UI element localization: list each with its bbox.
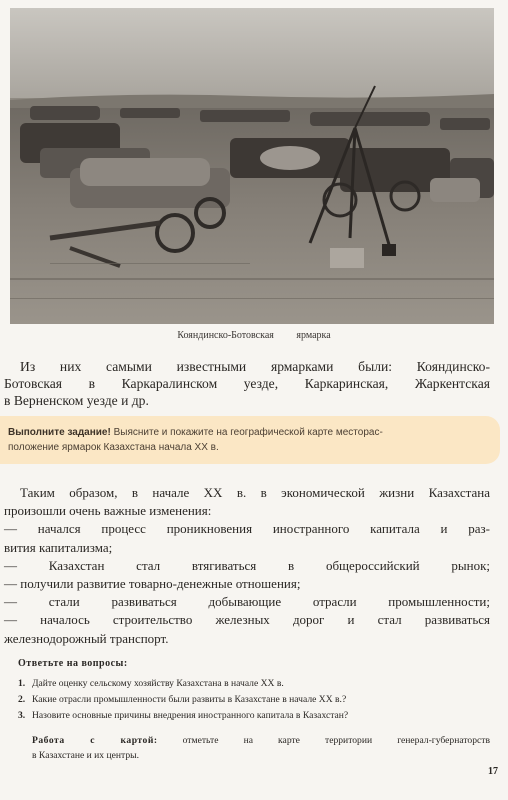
paragraph-changes bbox=[4, 484, 490, 648]
questions-heading: Ответьте на вопросы: bbox=[18, 658, 128, 669]
task-text: Выясните и покажите на географической карте месторас- bbox=[113, 427, 383, 438]
paragraph-line: — начался процесс проникновения иностранного капитала и раз- bbox=[4, 521, 490, 537]
map-task-text: отметьте на карте территории генерал-губернаторств bbox=[182, 735, 490, 746]
question-number: 1. bbox=[18, 678, 26, 689]
photo-caption: Кояндинско-Ботовская ярмарка bbox=[177, 330, 331, 341]
fair-photo bbox=[10, 8, 494, 324]
fair-photo-image bbox=[10, 8, 494, 324]
question-number: 2. bbox=[18, 694, 26, 705]
paragraph-line: — получили развитие товарно-денежные отношения; bbox=[4, 576, 301, 592]
paragraph-line: — стали развиваться добывающие отрасли промышленности; bbox=[4, 594, 490, 610]
map-task-line: в Казахстане и их центры. bbox=[32, 750, 139, 761]
question-item bbox=[18, 676, 498, 692]
paragraph-line: — Казахстан стал втягиваться в общероссийский рынок; bbox=[4, 557, 490, 573]
task-lead: Выполните задание! bbox=[8, 427, 111, 438]
question-text: Назовите основные причины внедрения иностранного капитала в Казахстан? bbox=[32, 710, 349, 721]
page-number: 17 bbox=[488, 766, 498, 777]
questions-list bbox=[18, 676, 498, 724]
question-text: Какие отрасли промышленности были развиты в Казахстане в начале XX в.? bbox=[32, 694, 347, 705]
map-task-line bbox=[32, 733, 490, 748]
question-text: Дайте оценку сельскому хозяйству Казахстана в начале XX в. bbox=[32, 678, 284, 689]
paragraph-line: вития капитализма; bbox=[4, 539, 113, 555]
paragraph-line: Ботовская в Каркаралинском уезде, Каркаринская, Жаркентская bbox=[4, 376, 490, 392]
paragraph-line: в Верненском уезде и др. bbox=[4, 393, 149, 409]
task-line: положение ярмарок Казахстана начала XX в. bbox=[8, 442, 219, 453]
paragraph-line: произошли очень важные изменения: bbox=[4, 503, 212, 519]
paragraph-fairs bbox=[4, 358, 490, 410]
question-number: 3. bbox=[18, 710, 26, 721]
map-task bbox=[32, 733, 490, 763]
question-item bbox=[18, 692, 498, 708]
paragraph-line: Таким образом, в начале XX в. в экономической жизни Казахстана bbox=[20, 485, 490, 500]
question-item bbox=[18, 708, 498, 724]
paragraph-line: железнодорожный транспорт. bbox=[4, 630, 169, 646]
paragraph-line: Из них самыми известными ярмарками были: Кояндинско- bbox=[20, 359, 490, 374]
task-box bbox=[0, 416, 500, 464]
task-line bbox=[8, 425, 490, 440]
paragraph-line: — началось строительство железных дорог и стал развиваться bbox=[4, 612, 490, 628]
map-task-lead: Работа с картой: bbox=[32, 735, 158, 746]
